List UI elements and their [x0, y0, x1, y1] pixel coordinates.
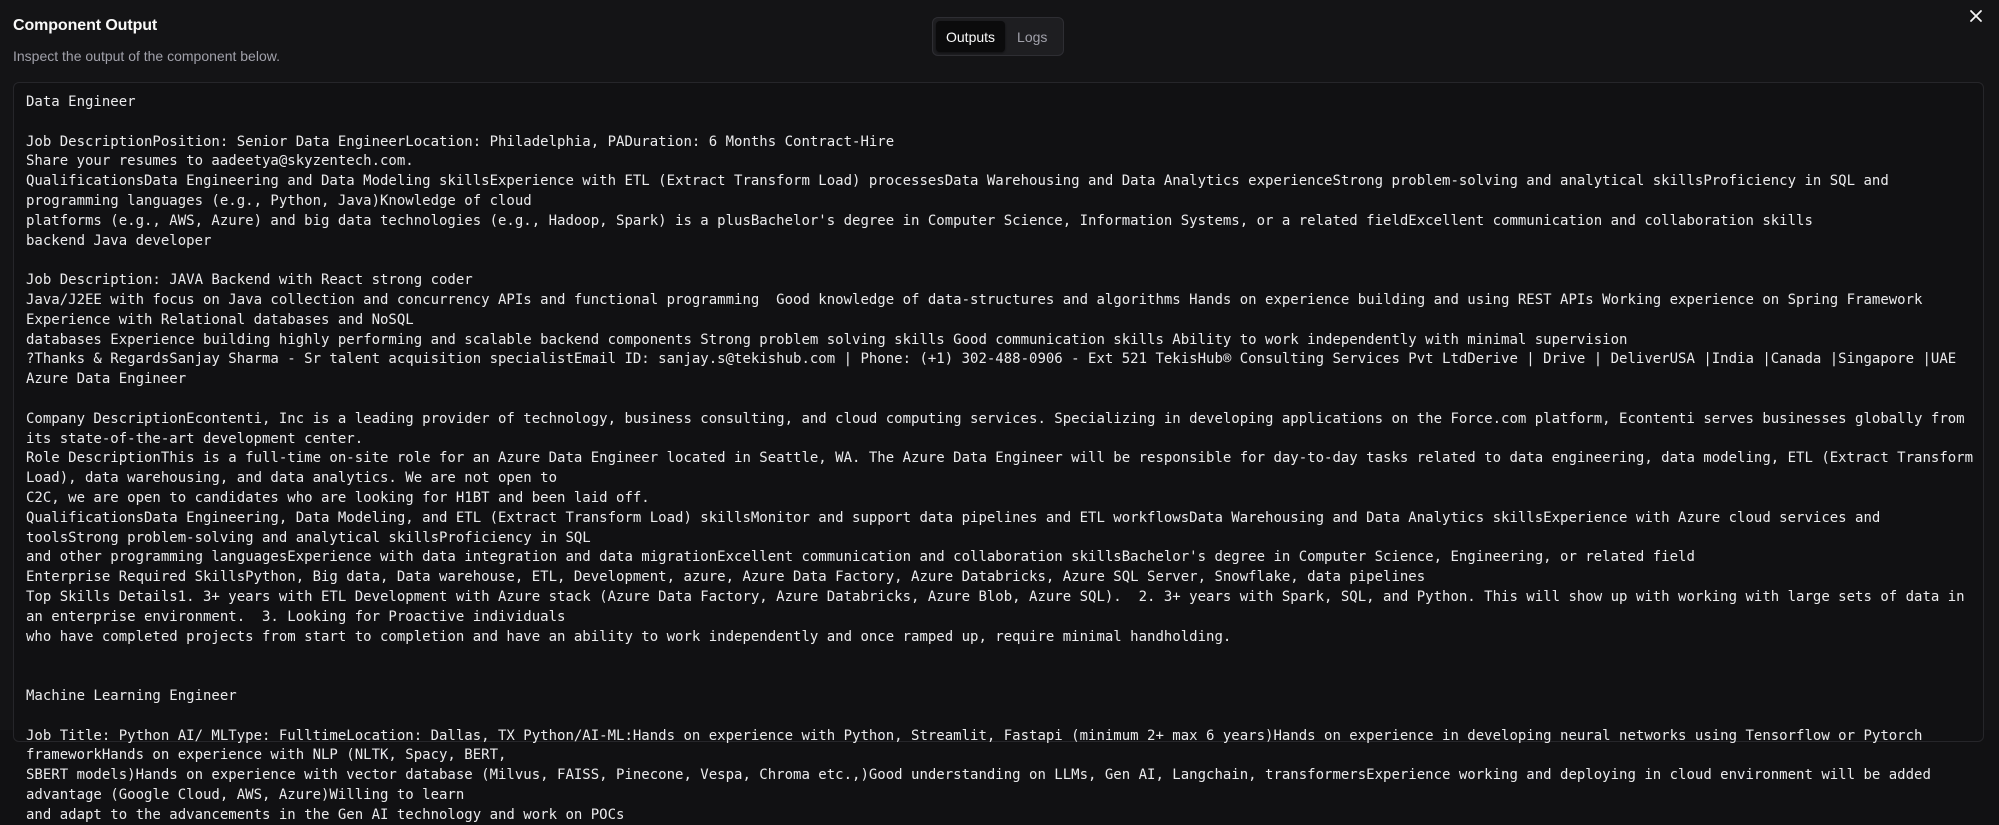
- dialog-title: Component Output: [13, 17, 158, 34]
- tab-outputs[interactable]: Outputs: [936, 21, 1005, 52]
- output-tabs: [932, 17, 1064, 56]
- dialog-subtitle: Inspect the output of the component below.: [13, 48, 280, 64]
- output-text: Data Engineer Job DescriptionPosition: Senior Data EngineerLocation: Philadelphia, PADuration: 6 Months Contract-Hire Share your resumes to aadeetya@skyzentech.com. QualificationsData Engineering and Data Modeling skillsExperience with ETL (Extract Transform Load) processesData Warehousing and Data Analytics experienceStrong problem-solving and analytical skillsProficiency in SQL and programming languages (e.g., Python, Java)Knowledge of cloud platforms (e.g., AWS, Azure) and big data technologies (e.g., Hadoop, Spark) is a plusBachelor's degree in Computer Science, Information Systems, or a related fieldExcellent communication and collaboration skills backend Java developer Job Description: JAVA Backend with React strong coder Java/J2EE with focus on Java collection and concurrency APIs and functional programming Good knowledge of data-structures and algorithms Hands on experience building and using REST APIs Working experience on Spring Framework Experience with Relational databases and NoSQL databases Experience building highly performing and scalable backend components Strong problem solving skills Good communication skills Ability to work independently with minimal supervision ?Thanks & RegardsSanjay Sharma - Sr talent acquisition specialistEmail ID: sanjay.s@tekishub.com | Phone: (+1) 302-488-0906 - Ext 521 TekisHub® Consulting Services Pvt LtdDerive | Drive | DeliverUSA |India |Canada |Singapore |UAE Azure Data Engineer Company DescriptionEcontenti, Inc is a leading provider of technology, business consulting, and cloud computing services. Specializing in developing applications on the Force.com platform, Econtenti serves businesses globally from its state-of-the-art development center. Role DescriptionThis is a full-time on-site role for an Azure Data Engineer located in Seattle, WA. The Azure Data Engineer will be responsible for day-to-day tasks related to data engineering, data modeling, ETL (Extract Transform Load), data warehousing, and data analytics. We are not open to C2C, we are open to candidates who are looking for H1BT and been laid off. QualificationsData Engineering, Data Modeling, and ETL (Extract Transform Load) skillsMonitor and support data pipelines and ETL workflowsData Warehousing and Data Analytics skillsExperience with Azure cloud services and toolsStrong problem-solving and analytical skillsProficiency in SQL and other programming languagesExperience with data integration and data migrationExcellent communication and collaboration skillsBachelor's degree in Computer Science, Engineering, or related field Enterprise Required SkillsPython, Big data, Data warehouse, ETL, Development, azure, Azure Data Factory, Azure Databricks, Azure SQL Server, Snowflake, data pipelines Top Skills Details1. 3+ years with ETL Development with Azure stack (Azure Data Factory, Azure Databricks, Azure Blob, Azure SQL). 2. 3+ years with Spark, SQL, and Python. This will show up with working with large sets of data in an enterprise environment. 3. Looking for Proactive individuals who have completed projects from start to completion and have an ability to work independently and once ramped up, require minimal handholding. Machine Learning Engineer Job Title: Python AI/ MLType: FulltimeLocation: Dallas, TX Python/AI-ML:Hands on experience with Python, Streamlit, Fastapi (minimum 2+ max 6 years)Hands on experience in developing neural networks using Tensorflow or Pytorch frameworkHands on experience with NLP (NLTK, Spacy, BERT, SBERT models)Hands on experience with vector database (Milvus, FAISS, Pinecone, Vespa, Chroma etc.,)Good understanding on LLMs, Gen AI, Langchain, transformersExperience working and deploying in cloud environment will be added advantage (Google Cloud, AWS, Azure)Willing to learn and adapt to the advancements in the Gen AI technology and work on POCs: [26, 94, 1974, 823]
- output-textarea[interactable]: [13, 82, 1984, 823]
- close-button[interactable]: [1966, 6, 1986, 26]
- tab-logs[interactable]: Logs: [1017, 28, 1048, 45]
- close-icon: [1969, 9, 1983, 23]
